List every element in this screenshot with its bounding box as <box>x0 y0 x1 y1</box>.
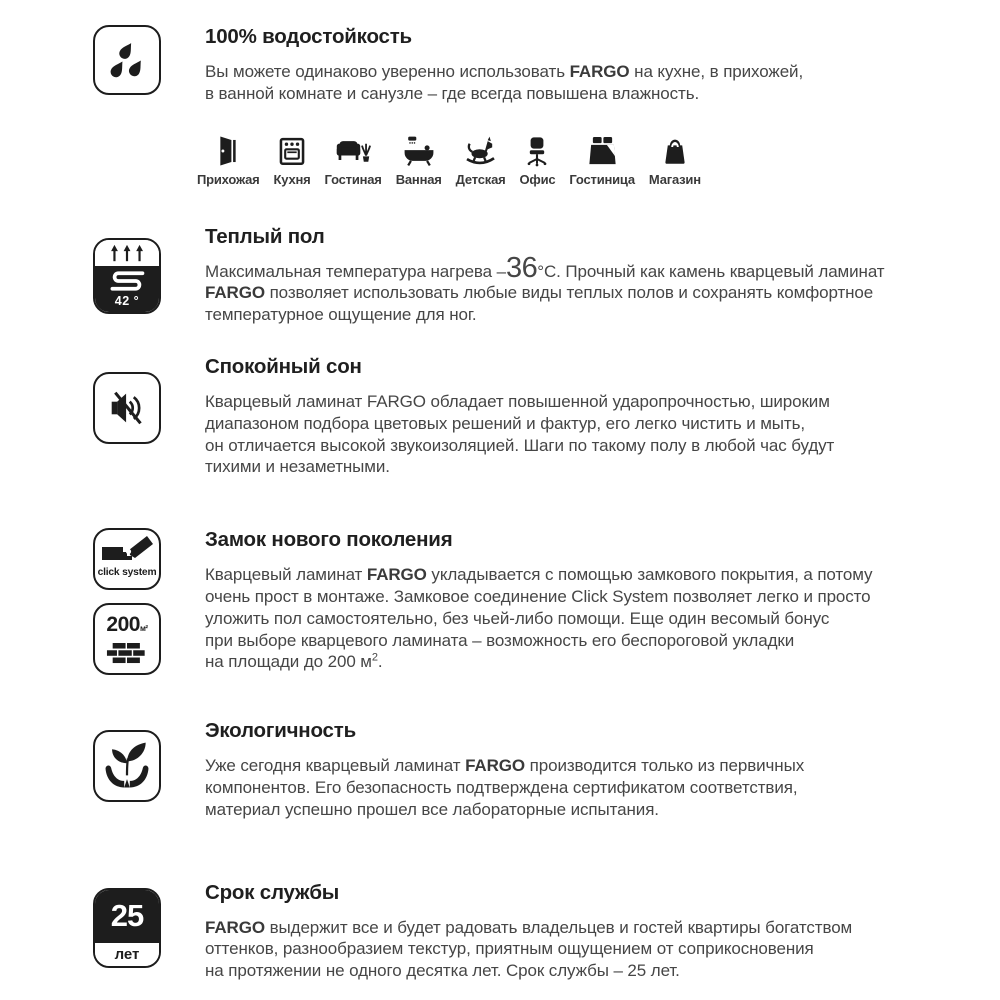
click-system-label: click system <box>97 567 157 579</box>
office-chair-icon <box>521 131 553 169</box>
room-item-shop <box>649 131 701 187</box>
text-segment: он отличается высокой звукоизоляцией. Шаги по такому полу в любой час будут <box>205 435 835 455</box>
text-segment: . <box>377 652 383 672</box>
text-segment: выдержит все и будет радовать владельцев и гостей квартиры богатством <box>264 917 853 937</box>
text-segment: температурное ощущение для ног. <box>205 305 477 325</box>
plank-pattern-glyph <box>106 643 148 664</box>
icon-column <box>93 355 205 478</box>
heating-coil-icon <box>95 266 159 312</box>
icon-column <box>93 881 205 982</box>
text-segment: Уже сегодня кварцевый ламинат <box>205 756 466 776</box>
bathtub-icon <box>400 131 438 169</box>
text-segment: укладывается с помощью замкового покрытия, а потому <box>426 565 873 585</box>
stove-icon <box>275 131 309 169</box>
icon-column <box>93 528 205 675</box>
feature-section-lifespan <box>93 881 1000 982</box>
bed-icon <box>585 131 620 169</box>
underfloor-heating-icon <box>93 238 161 314</box>
text-segment: FARGO <box>465 756 526 776</box>
feature-section-click-lock <box>93 528 1000 675</box>
section-title: Срок службы <box>205 880 340 904</box>
text-segment: Максимальная температура нагрева – <box>205 261 506 281</box>
text-segment: материал успешно прошел все лабораторные испытания. <box>205 799 659 819</box>
text-segment: °С. Прочный как камень кварцевый ламинат <box>537 261 885 281</box>
section-title: Спокойный сон <box>205 354 362 378</box>
text-segment: FARGO <box>205 283 265 303</box>
text-segment: FARGO <box>569 62 630 81</box>
feature-section-eco <box>93 719 1000 820</box>
section-title: 100% водостойкость <box>205 25 412 48</box>
door-icon <box>211 131 245 169</box>
heat-arrows-icon <box>95 240 159 266</box>
room-item-kids-room <box>456 131 506 187</box>
text-segment: при выборе кварцевого ламината – возможность его беспороговой укладки <box>205 630 795 650</box>
text-segment: уложить пол самостоятельно, без чьей-либо помощи. Еще один весомый бонус <box>205 608 830 628</box>
section-body <box>205 564 1000 673</box>
section-title: Теплый пол <box>205 224 325 248</box>
area-value: 200м² <box>106 613 148 637</box>
rocking-horse-icon <box>462 131 499 169</box>
room-types-row <box>197 131 1000 187</box>
200-sqm-icon <box>93 603 161 675</box>
room-item-office <box>519 131 555 187</box>
feature-section-quiet-sleep <box>93 355 1000 478</box>
feature-section-warm-floor <box>93 225 1000 326</box>
text-segment: компонентов. Его безопасность подтверждена сертификатом соответствия, <box>205 777 798 797</box>
click-system-icon <box>93 528 161 590</box>
section-body <box>205 391 1000 478</box>
temperature-label: 42 ° <box>114 294 140 309</box>
icon-column <box>93 25 205 187</box>
text-segment: 36 <box>506 251 538 284</box>
room-item-kitchen <box>274 131 311 187</box>
text-segment: оттенков, разнообразием текстур, приятным ощущением от соприкосновения <box>205 939 814 959</box>
room-label: Кухня <box>273 171 311 187</box>
icon-column <box>93 719 205 820</box>
area-unit: м² <box>139 624 148 634</box>
room-item-hotel <box>569 131 635 187</box>
water-drops-icon <box>93 25 161 95</box>
text-segment: на площади до 200 м <box>205 652 372 672</box>
room-label: Детская <box>455 171 506 187</box>
text-segment: FARGO <box>366 565 427 585</box>
text-column <box>205 719 1000 820</box>
text-segment: Вы можете одинаково уверенно использовать <box>205 62 570 81</box>
text-segment: FARGO <box>205 917 265 937</box>
text-segment: на протяжении не одного десятка лет. Срок службы – 25 лет. <box>205 961 680 981</box>
text-segment: 2 <box>371 651 378 664</box>
text-segment: в ванной комнате и санузле – где всегда повышена влажность. <box>205 83 700 103</box>
section-body <box>205 917 1000 982</box>
section-body <box>205 755 1000 820</box>
section-body <box>205 61 1000 105</box>
water-drops-glyph <box>98 31 156 89</box>
section-title: Экологичность <box>205 719 356 743</box>
text-segment: Кварцевый ламинат <box>205 565 367 585</box>
25-years-icon <box>93 888 161 968</box>
text-segment: на кухне, в прихожей, <box>629 62 804 81</box>
feature-section-waterproof <box>93 25 1000 187</box>
text-segment: Кварцевый ламинат FARGO обладает повышенной ударопрочностью, широким <box>205 391 830 411</box>
section-title: Замок нового поколения <box>205 528 453 552</box>
text-segment: производится только из первичных <box>525 756 805 776</box>
shopping-bag-icon <box>659 131 691 169</box>
years-unit: лет <box>95 943 159 966</box>
years-value: 25 <box>95 890 159 943</box>
text-column <box>205 881 1000 982</box>
room-label: Ванная <box>395 171 442 187</box>
interlocking-planks-glyph <box>99 534 155 566</box>
room-item-bathroom <box>396 131 442 187</box>
text-segment: очень прост в монтаже. Замковое соединение Click System позволяет легко и просто <box>205 586 871 606</box>
room-label: Магазин <box>648 171 701 187</box>
room-item-hallway <box>197 131 260 187</box>
text-column <box>197 25 1000 187</box>
room-item-living-room <box>325 131 382 187</box>
room-label: Гостиная <box>324 171 382 187</box>
room-label: Офис <box>519 171 556 187</box>
text-column <box>205 528 1000 675</box>
text-segment: диапазоном подбора цветовых решений и фактур, его легко чистить и мыть, <box>205 413 805 433</box>
text-segment: позволяет использовать любые виды теплых полов и сохранять комфортное <box>264 283 874 303</box>
room-label: Прихожая <box>197 171 260 187</box>
text-segment: тихими и незаметными. <box>205 457 390 477</box>
muted-speaker-icon <box>93 372 161 444</box>
text-column <box>205 355 1000 478</box>
room-label: Гостиница <box>569 171 635 187</box>
sofa-icon <box>333 131 373 169</box>
icon-column <box>93 225 205 326</box>
section-body <box>205 251 1000 326</box>
eco-hands-icon <box>93 730 161 802</box>
text-column <box>205 225 1000 326</box>
